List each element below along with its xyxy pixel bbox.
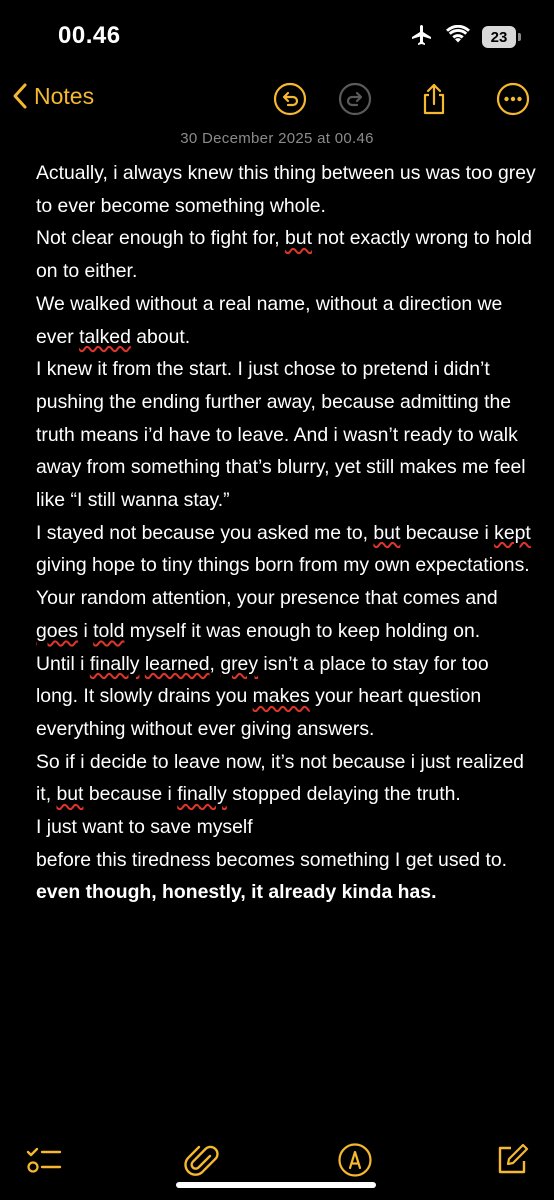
compose-icon[interactable] bbox=[492, 1140, 532, 1180]
text-segment: , bbox=[209, 652, 221, 675]
battery-level: 23 bbox=[490, 28, 508, 46]
note-paragraph bbox=[36, 746, 536, 811]
note-paragraph bbox=[36, 582, 536, 647]
text-segment: your heart question everything without ever giving answers. bbox=[36, 685, 482, 740]
note-paragraph bbox=[36, 353, 536, 517]
text-segment: because i bbox=[400, 521, 495, 544]
checklist-icon[interactable] bbox=[24, 1140, 64, 1180]
bottom-toolbar bbox=[0, 1070, 554, 1200]
note-paragraph bbox=[36, 811, 536, 844]
spellcheck-word: told bbox=[93, 619, 125, 642]
note-paragraph bbox=[36, 648, 536, 746]
status-bar bbox=[0, 0, 554, 70]
text-segment: stopped delaying the truth. bbox=[226, 783, 461, 806]
attachment-icon[interactable] bbox=[182, 1140, 222, 1180]
note-paragraph bbox=[36, 517, 536, 582]
status-icons bbox=[410, 22, 516, 52]
note-paragraph bbox=[36, 288, 536, 353]
undo-icon[interactable] bbox=[273, 82, 307, 116]
back-label: Notes bbox=[34, 82, 95, 109]
status-time: 00.46 bbox=[58, 22, 121, 49]
spellcheck-word: but bbox=[285, 227, 312, 250]
spellcheck-word: talked bbox=[79, 325, 131, 348]
text-segment: I just want to save myself bbox=[36, 816, 253, 839]
redo-icon[interactable] bbox=[338, 82, 372, 116]
note-date: 30 December 2025 at 00.46 bbox=[180, 130, 374, 147]
chevron-left-icon bbox=[12, 82, 28, 110]
text-segment: isn’t a place to stay for too long. It slowly drains you bbox=[36, 652, 489, 708]
text-segment: i bbox=[78, 619, 94, 642]
more-icon[interactable] bbox=[496, 82, 530, 116]
home-indicator bbox=[176, 1182, 376, 1188]
text-segment: Not clear enough to fight for, bbox=[36, 227, 286, 250]
airplane-mode-icon bbox=[410, 23, 434, 52]
text-segment: before this tiredness becomes something I get used to. bbox=[36, 848, 508, 871]
spellcheck-word: but bbox=[373, 521, 401, 544]
text-segment: Your random attention, your presence that comes and bbox=[36, 587, 498, 610]
spellcheck-word: goes bbox=[36, 619, 79, 642]
text-segment: Until i bbox=[36, 652, 90, 675]
note-paragraph bbox=[36, 157, 536, 222]
spellcheck-word: but bbox=[56, 783, 84, 806]
spellcheck-word: finally bbox=[89, 652, 140, 675]
spellcheck-word: learned bbox=[144, 652, 210, 675]
spellcheck-word: kept bbox=[494, 521, 531, 544]
share-icon[interactable] bbox=[417, 82, 451, 116]
battery-icon bbox=[482, 26, 516, 48]
text-segment: I stayed not because you asked me to, bbox=[36, 521, 374, 544]
text-segment: We walked without a real name, without a direction we ever bbox=[36, 292, 503, 348]
note-paragraph bbox=[36, 844, 536, 909]
back-button[interactable] bbox=[12, 82, 94, 110]
text-segment: myself it was enough to keep holding on. bbox=[124, 619, 481, 642]
bold-text: even though, honestly, it already kinda has. bbox=[36, 881, 437, 904]
text-segment: Actually, i always knew this thing between us was too grey to ever become something whole. bbox=[36, 162, 536, 217]
text-segment: about. bbox=[130, 325, 191, 348]
note-paragraph bbox=[36, 222, 536, 287]
spellcheck-word: makes bbox=[252, 685, 310, 708]
spellcheck-word: finally bbox=[177, 783, 227, 806]
spellcheck-word: grey bbox=[220, 652, 259, 675]
wifi-icon bbox=[446, 25, 470, 50]
text-segment: because i bbox=[83, 783, 178, 806]
nav-bar bbox=[0, 74, 554, 124]
text-segment: I knew it from the start. I just chose to pretend i didn’t pushing the ending further away, because admitting the truth means i’d have to leave. And i wasn’t ready to walk away from something that’s blurry, yet still makes me feel like “I still wanna stay.” bbox=[36, 358, 526, 512]
text-segment: So if i decide to leave now, it’s not because i just realized it, bbox=[36, 750, 524, 806]
note-body[interactable] bbox=[36, 157, 536, 909]
text-segment: giving hope to tiny things born from my own expectations. bbox=[36, 554, 530, 577]
markup-icon[interactable] bbox=[335, 1140, 375, 1180]
text-segment: not exactly wrong to hold on to either. bbox=[36, 227, 532, 283]
